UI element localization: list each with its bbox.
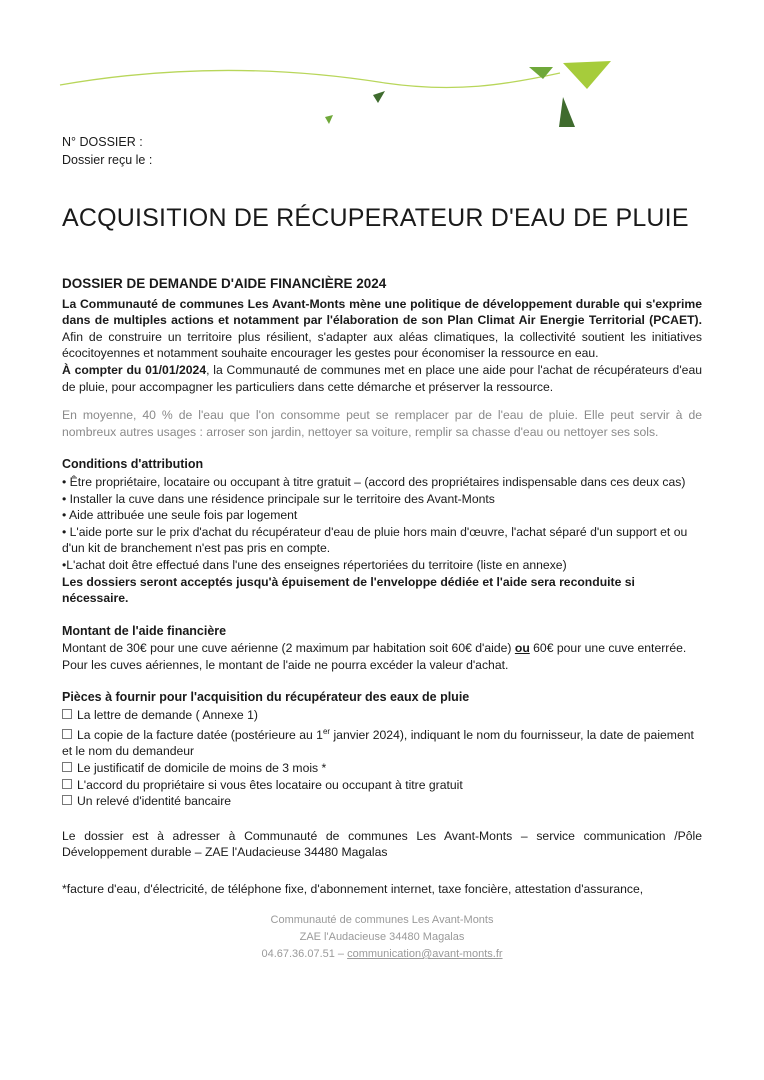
footnote: *facture d'eau, d'électricité, de téléphone fixe, d'abonnement internet, taxe foncière, attestation d'assurance, xyxy=(62,882,644,896)
checkbox-icon xyxy=(62,762,72,772)
logo-leaf-tiny xyxy=(325,115,333,124)
amount-or: ou xyxy=(514,641,530,656)
date-bold-text: À compter du 01/01/2024 xyxy=(62,362,207,377)
footer-address: ZAE l'Audacieuse 34480 Magalas xyxy=(299,931,465,943)
document-item-label: La lettre de demande ( Annexe 1) xyxy=(77,708,258,723)
logo-leaf-dark-tall xyxy=(559,97,575,127)
logo-leaf-small xyxy=(373,91,385,103)
intro-bold-text: La Communauté de communes Les Avant-Monts mène une politique de développement durable qui s'exprime dans de multiples actions et notamment par l'élaboration de son Plan Climat Air Energie Territorial (PCAET). xyxy=(62,296,702,328)
date-paragraph xyxy=(62,362,702,395)
amount-limit: Pour les cuves aériennes, le montant de l'aide ne pourra excéder la valeur d'achat. xyxy=(62,657,509,672)
amount-line xyxy=(62,640,702,657)
checkbox-icon xyxy=(62,795,72,805)
dossier-received-label: Dossier reçu le : xyxy=(62,153,153,167)
documents-heading: Pièces à fournir pour l'acquisition du récupérateur des eaux de pluie xyxy=(62,690,470,705)
condition-item: • Aide attribuée une seule fois par logement xyxy=(62,508,298,523)
logo-leaf-large xyxy=(563,61,611,89)
document-item-label: La copie de la facture datée (postérieure au 1 xyxy=(77,727,323,742)
document-item xyxy=(62,760,702,777)
document-item xyxy=(62,707,702,724)
document-item xyxy=(62,724,702,760)
document-item xyxy=(62,777,702,794)
footer-separator: – xyxy=(334,948,348,960)
conditions-closing: Les dossiers seront acceptés jusqu'à épuisement de l'enveloppe dédiée et l'aide sera reconduite si nécessaire. xyxy=(62,574,635,606)
document-item-label: Un relevé d'identité bancaire xyxy=(77,794,232,809)
document-item xyxy=(62,793,702,810)
dossier-number-label: N° DOSSIER : xyxy=(62,135,143,149)
footer-contact xyxy=(0,946,764,963)
amount-heading: Montant de l'aide financière xyxy=(62,623,227,638)
footer-phone: 04.67.36.07.51 xyxy=(261,948,335,960)
page-title: ACQUISITION DE RÉCUPERATEUR D'EAU DE PLUIE xyxy=(62,204,689,232)
section-subtitle: DOSSIER DE DEMANDE D'AIDE FINANCIÈRE 2024 xyxy=(62,276,387,291)
logo-swoosh-line xyxy=(60,71,560,88)
page-footer xyxy=(0,912,764,963)
intro-text: Afin de construire un territoire plus résilient, s'adapter aux aléas climatiques, la collectivité soutient les initiatives écocitoyennes et notamment souhaite encourager les gestes pour économiser la ressource en eau. xyxy=(62,329,702,361)
leaf-logo xyxy=(55,55,615,135)
footer-org: Communauté de communes Les Avant-Monts xyxy=(270,914,494,926)
condition-item: • Être propriétaire, locataire ou occupant à titre gratuit – (accord des propriétaires indispensable dans ces deux cas) xyxy=(62,474,686,489)
checkbox-icon xyxy=(62,709,72,719)
dossier-info xyxy=(62,133,152,169)
document-body xyxy=(62,276,702,861)
footer-email-link[interactable]: communication@avant-monts.fr xyxy=(347,948,503,960)
document-item-label: Le justificatif de domicile de moins de 3 mois * xyxy=(77,760,327,775)
logo-leaf-medium xyxy=(529,67,553,79)
checkbox-icon xyxy=(62,779,72,789)
date-text: , la Communauté de communes met en place une aide pour l'achat de récupérateurs d'eau de pluie, pour accompagner les particuliers dans cette démarche et préserver la ressource. xyxy=(62,362,702,394)
condition-item: • Installer la cuve dans une résidence principale sur le territoire des Avant-Monts xyxy=(62,491,495,506)
ordinal-suffix: er xyxy=(322,726,331,736)
conditions-heading: Conditions d'attribution xyxy=(62,457,204,472)
intro-paragraph xyxy=(62,296,702,362)
mailing-address: Le dossier est à adresser à Communauté de communes Les Avant-Monts – service communication /Pôle Développement durable – ZAE l'Audacieuse 34480 Magalas xyxy=(62,828,702,860)
condition-item: • L'aide porte sur le prix d'achat du récupérateur d'eau de pluie hors main d'œuvre, l'achat séparé d'un support et ou d'un kit de branchement n'est pas pris en compte. xyxy=(62,524,688,556)
amount-text-a: Montant de 30€ pour une cuve aérienne (2 maximum par habitation soit 60€ d'aide) xyxy=(62,641,515,656)
condition-item: •L'achat doit être effectué dans l'une des enseignes répertoriées du territoire (liste en annexe) xyxy=(62,557,567,572)
checkbox-icon xyxy=(62,729,72,739)
document-item-label-cont: janvier 2024), indiquant le nom du fournisseur, la date de paiement et le nom du demandeur xyxy=(62,727,694,759)
rainwater-note: En moyenne, 40 % de l'eau que l'on consomme peut se remplacer par de l'eau de pluie. Elle peut servir à de nombreux autres usages : arroser son jardin, nettoyer sa voiture, remplir sa chasse d'eau ou nettoyer ses sols. xyxy=(62,408,702,439)
amount-text-b: 60€ pour une cuve enterrée. xyxy=(529,641,687,656)
document-item-label: L'accord du propriétaire si vous êtes locataire ou occupant à titre gratuit xyxy=(77,777,463,792)
